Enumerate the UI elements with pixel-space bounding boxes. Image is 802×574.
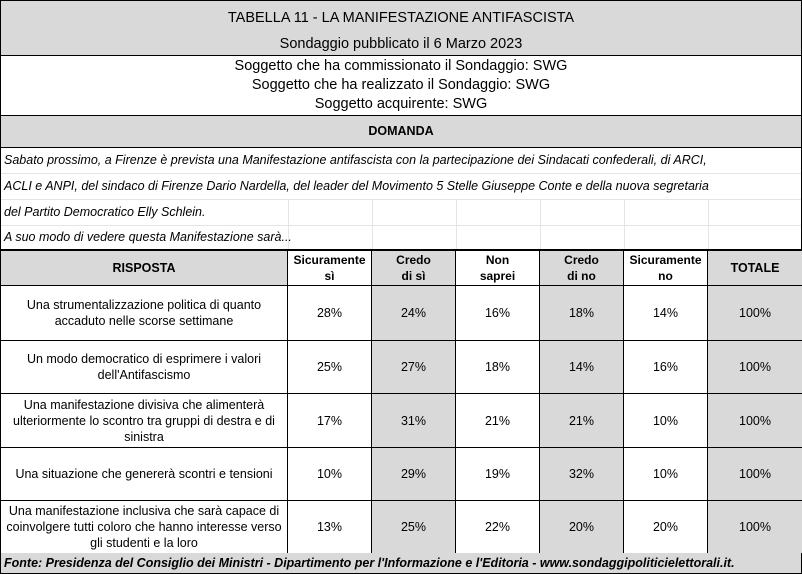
value-cell: 20%	[624, 501, 708, 554]
answer-cell: Un modo democratico di esprimere i valori dell'Antifascismo	[1, 341, 288, 394]
value-cell: 16%	[456, 286, 540, 341]
results-table	[0, 250, 802, 554]
title-band	[0, 0, 802, 56]
divider	[372, 200, 373, 249]
value-cell: 16%	[624, 341, 708, 394]
value-cell: 13%	[288, 501, 372, 554]
value-cell: 18%	[456, 341, 540, 394]
commissioned-by: Soggetto che ha commissionato il Sondaggio: SWG	[234, 58, 568, 74]
question-line: del Partito Democratico Elly Schlein.	[4, 205, 206, 219]
table-row	[1, 394, 802, 448]
value-cell: 14%	[624, 286, 708, 341]
divider	[456, 200, 457, 249]
value-cell: 17%	[288, 394, 372, 448]
total-cell: 100%	[708, 394, 802, 448]
value-cell: 31%	[372, 394, 456, 448]
source-note: Fonte: Presidenza del Consiglio dei Ministri - Dipartimento per l'Informazione e l'Editoria - www.sondaggipoliticielettorali.it.	[4, 556, 735, 570]
publication-date: Sondaggio pubblicato il 6 Marzo 2023	[279, 36, 523, 52]
question-text-band	[0, 148, 802, 250]
answer-cell: Una strumentalizzazione politica di quanto accaduto nelle scorse settimane	[1, 286, 288, 341]
question-header-band	[0, 116, 802, 148]
value-cell: 32%	[540, 448, 624, 501]
question-line: ACLI e ANPI, del sindaco di Firenze Dario Nardella, del leader del Movimento 5 Stelle Giuseppe Conte e della nuova segretaria	[4, 179, 709, 193]
header-row	[1, 251, 802, 286]
answer-cell: Una manifestazione divisiva che alimenterà ulteriormente lo scontro tra gruppi di destra e di sinistra	[1, 394, 288, 448]
column-header-risposta: RISPOSTA	[1, 251, 288, 286]
value-cell: 21%	[540, 394, 624, 448]
value-cell: 28%	[288, 286, 372, 341]
total-cell: 100%	[708, 501, 802, 554]
table-row	[1, 501, 802, 554]
total-cell: 100%	[708, 286, 802, 341]
divider	[1, 173, 801, 174]
footer-band	[0, 553, 802, 574]
value-cell: 27%	[372, 341, 456, 394]
total-cell: 100%	[708, 448, 802, 501]
divider	[1, 199, 801, 200]
column-header-sicuramente-si: Sicuramente sì	[288, 251, 372, 286]
table-row	[1, 341, 802, 394]
question-label: DOMANDA	[368, 124, 434, 138]
divider	[1, 225, 801, 226]
value-cell: 22%	[456, 501, 540, 554]
value-cell: 18%	[540, 286, 624, 341]
value-cell: 19%	[456, 448, 540, 501]
column-header-sicuramente-no: Sicuramente no	[624, 251, 708, 286]
realized-by: Soggetto che ha realizzato il Sondaggio: SWG	[251, 77, 551, 93]
column-header-credo-si: Credo di sì	[372, 251, 456, 286]
value-cell: 29%	[372, 448, 456, 501]
divider	[540, 200, 541, 249]
value-cell: 25%	[288, 341, 372, 394]
subjects-band	[0, 56, 802, 116]
answer-cell: Una manifestazione inclusiva che sarà capace di coinvolgere tutti coloro che hanno interesse verso gli studenti e la loro	[1, 501, 288, 554]
value-cell: 10%	[624, 394, 708, 448]
table-row	[1, 286, 802, 341]
column-header-totale: TOTALE	[708, 251, 802, 286]
divider	[708, 200, 709, 249]
table-title: TABELLA 11 - LA MANIFESTAZIONE ANTIFASCISTA	[227, 10, 575, 26]
question-line: A suo modo di vedere questa Manifestazione sarà...	[4, 230, 292, 244]
answer-cell: Una situazione che genererà scontri e tensioni	[1, 448, 288, 501]
value-cell: 14%	[540, 341, 624, 394]
value-cell: 21%	[456, 394, 540, 448]
table-row	[1, 448, 802, 501]
column-header-credo-no: Credo di no	[540, 251, 624, 286]
value-cell: 10%	[288, 448, 372, 501]
value-cell: 10%	[624, 448, 708, 501]
column-header-non-saprei: Non saprei	[456, 251, 540, 286]
buyer: Soggetto acquirente: SWG	[314, 96, 488, 112]
question-line: Sabato prossimo, a Firenze è prevista una Manifestazione antifascista con la partecipazione dei Sindacati confederali, di ARCI,	[4, 153, 707, 167]
total-cell: 100%	[708, 341, 802, 394]
value-cell: 24%	[372, 286, 456, 341]
divider	[624, 200, 625, 249]
value-cell: 25%	[372, 501, 456, 554]
value-cell: 20%	[540, 501, 624, 554]
